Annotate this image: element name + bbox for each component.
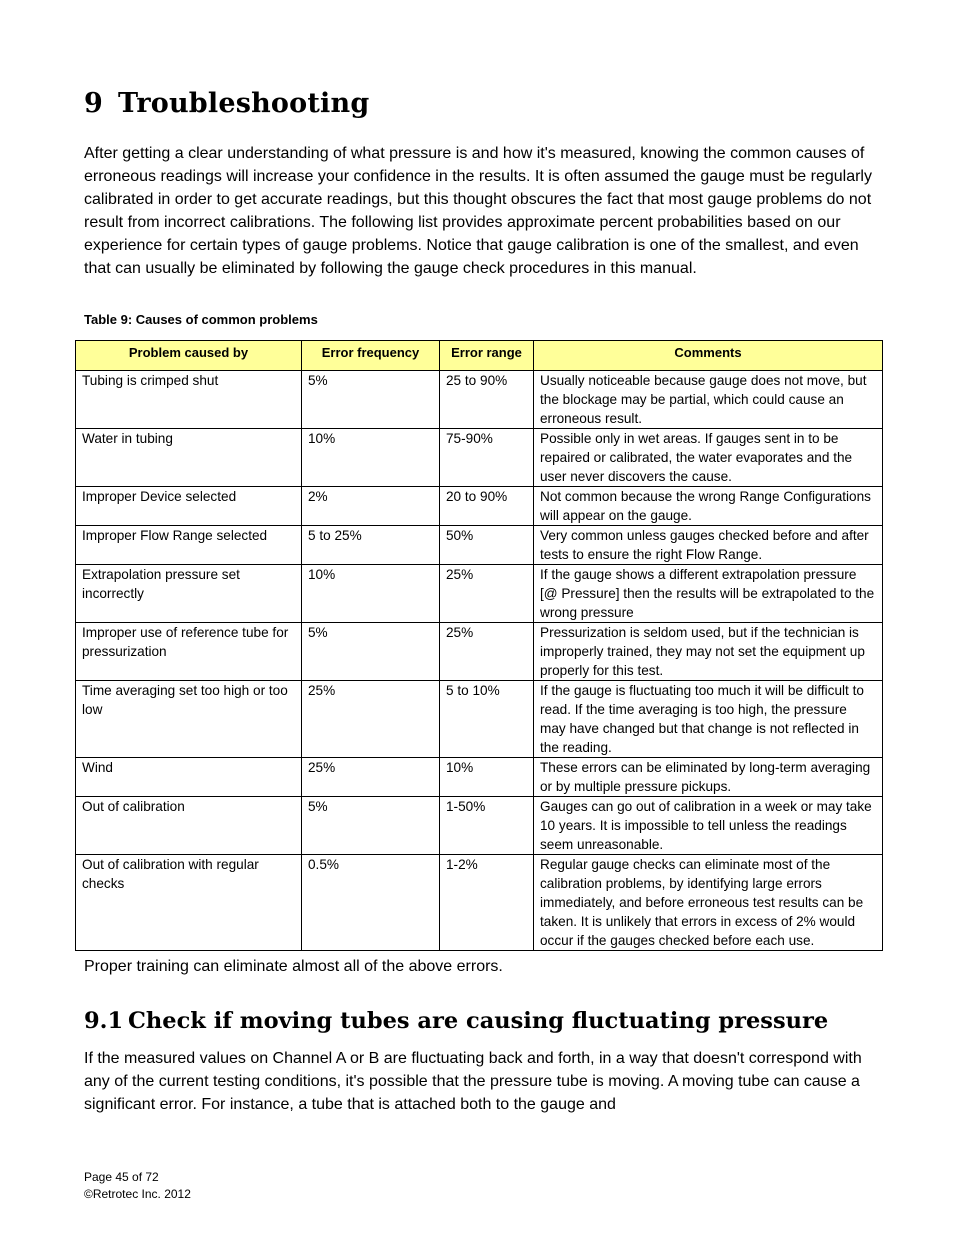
cell-comments: These errors can be eliminated by long-term averaging or by multiple pressure pickups. [534, 758, 883, 797]
cell-frequency: 10% [302, 429, 440, 487]
section-number: 9 [84, 88, 103, 119]
table-row [76, 526, 883, 565]
cell-frequency: 5% [302, 797, 440, 855]
cell-comments: If the gauge is fluctuating too much it will be difficult to read. If the time averaging is too high, the pressure may have changed but that change is not reflected in the reading. [534, 681, 883, 758]
cell-range: 25 to 90% [440, 371, 534, 429]
cell-frequency: 2% [302, 487, 440, 526]
cell-frequency: 0.5% [302, 855, 440, 951]
copyright: ©Retrotec Inc. 2012 [84, 1187, 191, 1201]
cell-comments: Not common because the wrong Range Configurations will appear on the gauge. [534, 487, 883, 526]
cell-range: 10% [440, 758, 534, 797]
header-range: Error range [440, 341, 534, 371]
header-frequency: Error frequency [302, 341, 440, 371]
cell-range: 20 to 90% [440, 487, 534, 526]
section-title: Troubleshooting [118, 88, 370, 119]
cell-problem: Wind [76, 758, 302, 797]
cell-frequency: 25% [302, 681, 440, 758]
causes-table [75, 340, 883, 951]
cell-frequency: 5% [302, 371, 440, 429]
cell-problem: Improper Device selected [76, 487, 302, 526]
cell-range: 50% [440, 526, 534, 565]
table-row [76, 487, 883, 526]
cell-problem: Extrapolation pressure set incorrectly [76, 565, 302, 623]
cell-comments: Very common unless gauges checked before and after tests to ensure the right Flow Range. [534, 526, 883, 565]
cell-frequency: 5 to 25% [302, 526, 440, 565]
cell-comments: Usually noticeable because gauge does not move, but the blockage may be partial, which could cause an erroneous result. [534, 371, 883, 429]
table-row [76, 758, 883, 797]
table-header-row [76, 341, 883, 371]
table-row [76, 797, 883, 855]
cell-problem: Improper Flow Range selected [76, 526, 302, 565]
header-problem: Problem caused by [76, 341, 302, 371]
intro-paragraph: After getting a clear understanding of what pressure is and how it's measured, knowing the common causes of erroneous readings will increase your confidence in the results. It is often assumed the gauge must be regularly calibrated in order to get accurate readings, but this thought obscures the fact that most gauge problems do not result from incorrect calibrations. The following list provides approximate percent probabilities based on our experience for certain types of gauge problems. Notice that gauge calibration is one of the smallest, and even that can usually be eliminated by following the gauge check procedures in this manual. [84, 145, 872, 277]
page-number: Page 45 of 72 [84, 1170, 159, 1184]
cell-comments: Regular gauge checks can eliminate most of the calibration problems, by identifying large errors immediately, and before erroneous test results can be taken. It is unlikely that errors in excess of 2% would occur if the gauges checked before each use. [534, 855, 883, 951]
cell-problem: Tubing is crimped shut [76, 371, 302, 429]
table-row [76, 623, 883, 681]
cell-problem: Out of calibration with regular checks [76, 855, 302, 951]
cell-problem: Water in tubing [76, 429, 302, 487]
cell-range: 5 to 10% [440, 681, 534, 758]
after-table-note: Proper training can eliminate almost all of the above errors. [84, 958, 503, 975]
subsection-heading [84, 1008, 828, 1034]
header-comments: Comments [534, 341, 883, 371]
subsection-title: Check if moving tubes are causing fluctuating pressure [128, 1008, 829, 1034]
cell-range: 25% [440, 565, 534, 623]
table-row [76, 855, 883, 951]
table-row [76, 681, 883, 758]
table-row [76, 429, 883, 487]
subsection-number: 9.1 [84, 1008, 124, 1034]
cell-comments: Possible only in wet areas. If gauges sent in to be repaired or calibrated, the water evaporates and the user never discovers the cause. [534, 429, 883, 487]
page-footer [84, 1169, 191, 1203]
cell-frequency: 10% [302, 565, 440, 623]
cell-problem: Time averaging set too high or too low [76, 681, 302, 758]
cell-problem: Out of calibration [76, 797, 302, 855]
cell-range: 25% [440, 623, 534, 681]
cell-range: 1-2% [440, 855, 534, 951]
section-heading [84, 88, 369, 119]
cell-comments: Gauges can go out of calibration in a week or may take 10 years. It is impossible to tell unless the readings seem unreasonable. [534, 797, 883, 855]
cell-comments: Pressurization is seldom used, but if the technician is improperly trained, they may not set the equipment up properly for this test. [534, 623, 883, 681]
cell-frequency: 5% [302, 623, 440, 681]
cell-range: 1-50% [440, 797, 534, 855]
table-row [76, 565, 883, 623]
cell-comments: If the gauge shows a different extrapolation pressure [@ Pressure] then the results will be extrapolated to the wrong pressure [534, 565, 883, 623]
table-caption: Table 9: Causes of common problems [84, 312, 318, 327]
cell-frequency: 25% [302, 758, 440, 797]
cell-range: 75-90% [440, 429, 534, 487]
subsection-paragraph: If the measured values on Channel A or B are fluctuating back and forth, in a way that doesn't correspond with any of the current testing conditions, it's possible that the pressure tube is moving. A moving tube can cause a significant error. For instance, a tube that is attached both to the gauge and [84, 1050, 862, 1113]
table-row [76, 371, 883, 429]
cell-problem: Improper use of reference tube for pressurization [76, 623, 302, 681]
